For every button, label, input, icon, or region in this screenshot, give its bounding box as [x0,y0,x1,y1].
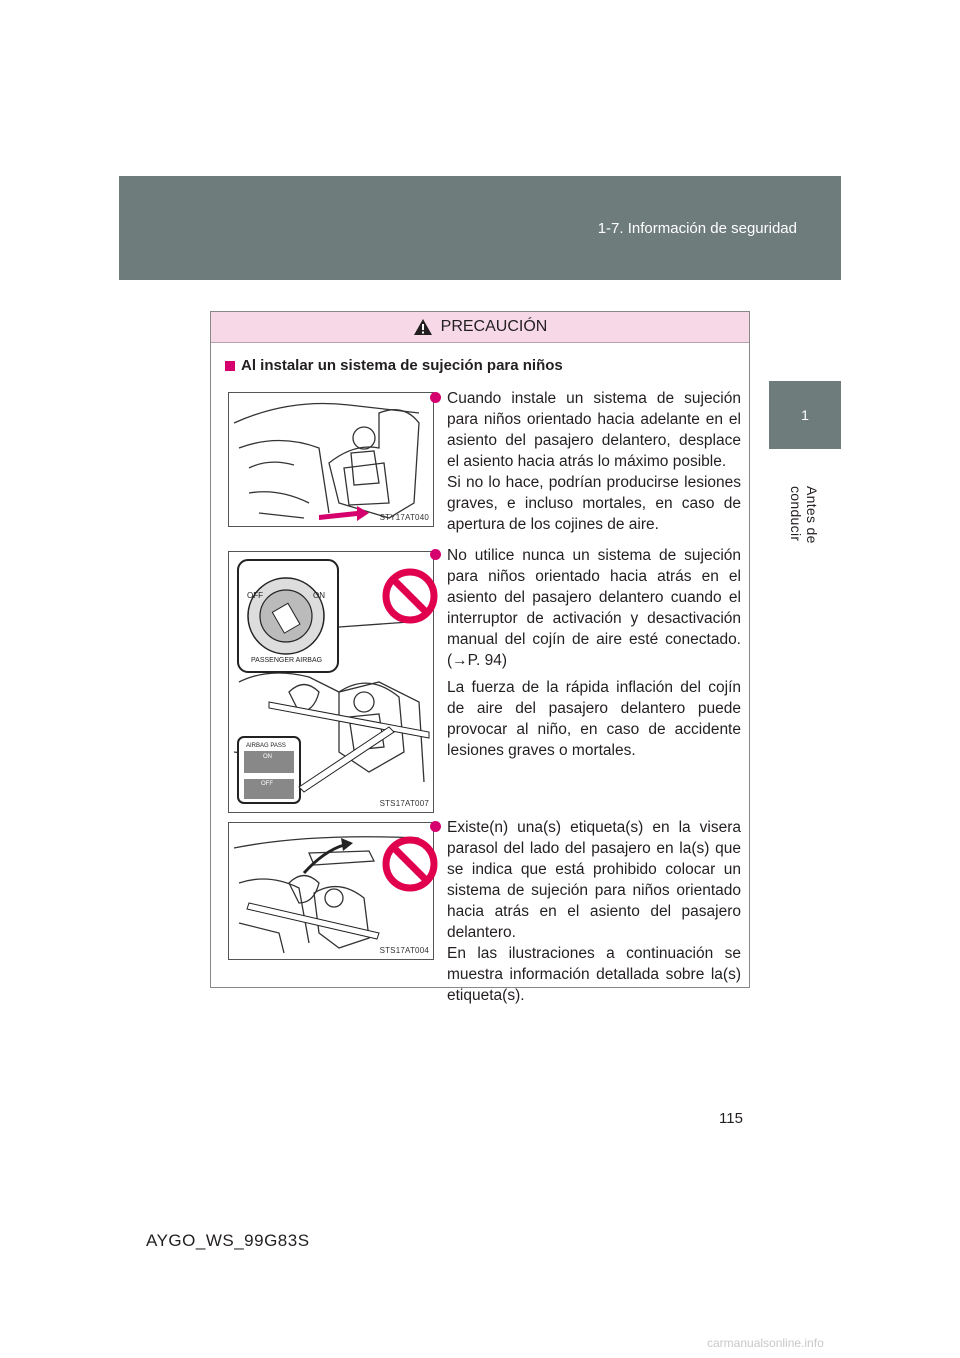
airbag-pass-label: AIRBAG PASS [246,743,286,749]
passenger-airbag-label: PASSENGER AIRBAG [251,657,323,664]
caution-item [447,545,741,761]
item-paragraph: La fuerza de la rápida inflación del cojín de aire del pasajero delantero puede provocar al niño, en caso de accidente lesiones graves o mortales. [447,679,741,759]
prohibited-sign-icon [381,567,439,625]
prohibited-sign-icon [381,835,439,893]
item-paragraph: En las ilustraciones a continuación se muestra información detallada sobre la(s) etiqueta(s). [447,945,741,1004]
chapter-tab: 1 [769,381,841,449]
illustration-code: STY17AT040 [379,513,429,522]
caution-subheading [225,357,563,374]
switch-off-label: OFF [247,591,263,600]
item-paragraph: Si no lo hace, podrían producirse lesiones graves, e incluso mortales, en caso de apertura de los cojines de aire. [447,474,741,533]
illustration-code: STS17AT004 [379,946,429,955]
indicator-off-label: OFF [261,781,273,787]
item-paragraph: Existe(n) una(s) etiqueta(s) en la visera parasol del lado del pasajero en la(s) que se indica que está prohibido colocar un sistema de sujeción para niños orientado hacia atrás en el asiento del pasajero delantero. [447,819,741,941]
subheading-text: Al instalar un sistema de sujeción para niños [241,357,563,374]
switch-on-label: ON [313,591,325,600]
indicator-on-label: ON [263,754,272,760]
illustration-forward-seat [228,392,434,527]
caution-box [210,311,750,1004]
bullet-icon [430,392,441,403]
illustration-code: STS17AT007 [379,799,429,808]
item-paragraph: No utilice nunca un sistema de sujeción para niños orientado hacia atrás en el asiento del pasajero delantero cuando el interruptor de activación y desactivación manual del cojín de aire esté conectado. (→P. 94) [447,547,741,669]
car-seat-forward-illustration [229,393,433,526]
page-number: 115 [719,1110,743,1127]
square-bullet-icon [225,361,235,371]
document-code: AYGO_WS_99G83S [146,1231,310,1250]
header-band [119,176,841,280]
caution-item [447,817,741,1006]
warning-triangle-icon [413,318,433,336]
caution-header [211,312,749,343]
bullet-icon [430,549,441,560]
watermark: carmanualsonline.info [707,1336,824,1350]
bullet-icon [430,821,441,832]
item-paragraph: Cuando instale un sistema de sujeción para niños orientado hacia adelante en el asiento del pasajero delantero, desplace el asiento hacia atrás lo máximo posible. [447,390,741,470]
chapter-label: Antes de conducir [788,486,820,544]
section-title: 1-7. Información de seguridad [597,220,797,237]
caution-item [447,388,741,535]
caution-title: PRECAUCIÓN [440,318,548,335]
